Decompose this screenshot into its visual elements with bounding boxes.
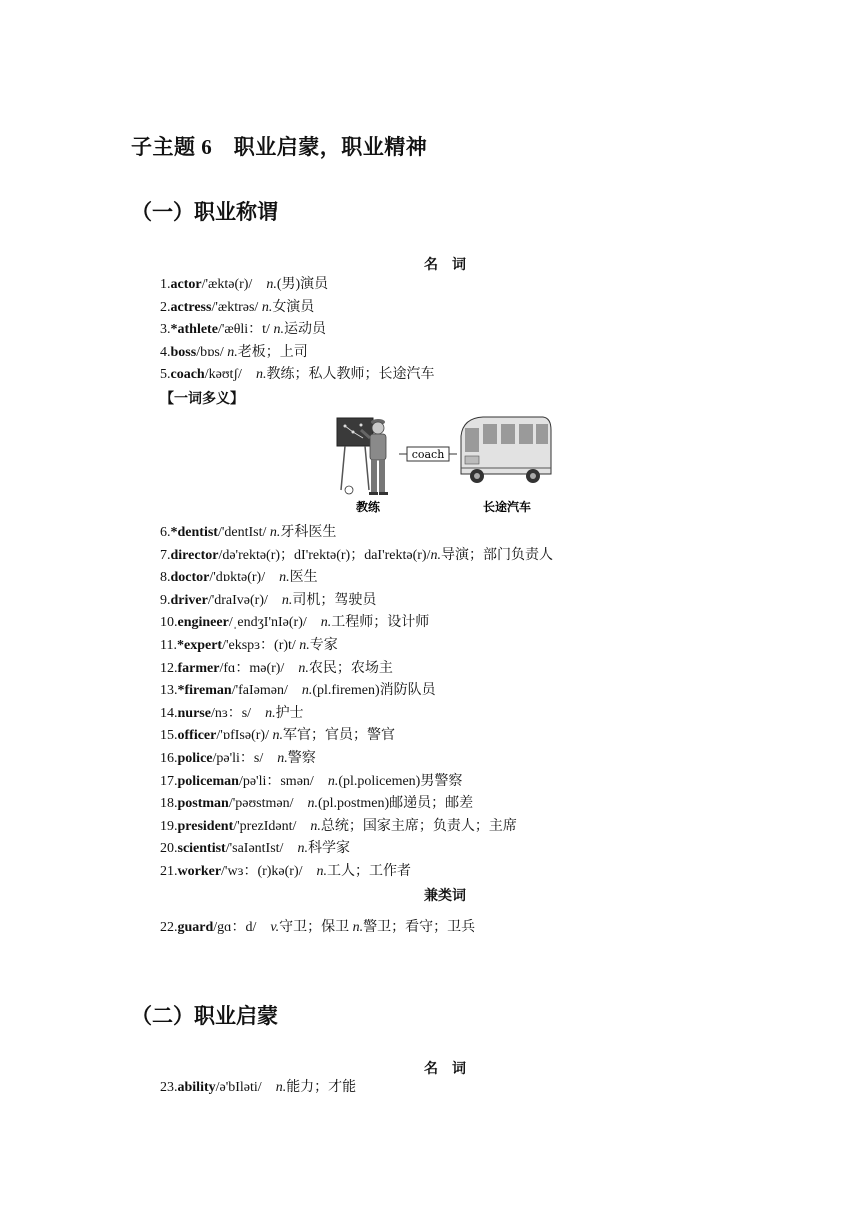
entry-num: 14.: [160, 705, 178, 721]
definition: 警卫；看守；卫兵: [363, 920, 476, 935]
vocab-entry: [160, 591, 376, 611]
entry-num: 11.: [160, 638, 177, 653]
part-of-speech: n.: [327, 773, 339, 789]
vocab-entry: [160, 817, 517, 837]
part-of-speech: n.: [298, 660, 309, 676]
vocab-entry: [160, 636, 338, 656]
vocab-entry: [160, 794, 473, 814]
headword: postman: [177, 796, 229, 812]
part-of-speech: n.: [227, 344, 238, 360]
part-of-speech: n.: [299, 638, 310, 653]
part-of-speech: n.: [352, 920, 364, 935]
part-of-speech: n.: [316, 864, 328, 879]
category-noun-2: 名 词: [424, 1062, 466, 1077]
vocab-entry: [160, 839, 350, 859]
headword: worker: [177, 864, 222, 879]
headword: actress: [170, 299, 212, 315]
coach-illustration: [333, 412, 555, 521]
pronunciation: /'ɒfIsə(r)/: [216, 728, 273, 744]
headword: driver: [170, 592, 208, 608]
headword: *fireman: [177, 683, 232, 699]
part-of-speech: n.: [266, 277, 277, 292]
entry-num: 4.: [160, 344, 171, 360]
vocab-entry: [160, 298, 314, 318]
entry-num: 6.: [160, 525, 171, 540]
polysemy-label: 【一词多义】: [160, 392, 244, 407]
definition: (pl.postmen)邮递员；邮差: [318, 796, 474, 812]
entry-num: 10.: [160, 615, 178, 631]
part-of-speech: v.: [270, 920, 280, 935]
pronunciation: /pə'li：smən/: [238, 773, 328, 789]
headword: *dentist: [170, 525, 218, 540]
part-of-speech: n.: [307, 796, 318, 812]
headword: policeman: [177, 773, 239, 789]
vocab-entry: [160, 523, 336, 543]
pronunciation: /'saIəntIst/: [225, 841, 298, 857]
vocab-entry: [160, 568, 318, 588]
definition: 教练；私人教师；长途汽车: [266, 367, 435, 382]
coach-illustration-graphic: [333, 412, 555, 516]
entry-num: 23.: [160, 1080, 178, 1095]
entry-num: 15.: [160, 728, 178, 744]
part-of-speech: n.: [269, 525, 281, 540]
vocab-entry: [160, 681, 436, 701]
vocab-entry: [160, 320, 326, 340]
caption-bus: 长途汽车: [482, 500, 532, 514]
headword: guard: [177, 920, 214, 935]
page-title: 子主题 6 职业启蒙，职业精神: [131, 135, 428, 159]
section-heading-2: （二）职业启蒙: [131, 1004, 278, 1028]
entry-23: [160, 1078, 356, 1098]
part-of-speech: n.: [279, 570, 290, 586]
pronunciation: /'wɜ：(r)kə(r)/: [221, 864, 317, 879]
pronunciation: /gɑ：d/: [213, 920, 271, 935]
entry-num: 1.: [160, 277, 171, 292]
headword: doctor: [170, 570, 210, 586]
part-of-speech: n.: [301, 683, 313, 699]
entry-num: 9.: [160, 592, 171, 608]
vocab-entry: [160, 365, 434, 385]
pronunciation: /bɒs/: [196, 344, 228, 360]
headword: president: [177, 818, 234, 834]
definition: 总统；国家主席；负责人；主席: [320, 818, 517, 834]
entry-num: 20.: [160, 841, 178, 857]
vocab-entry: [160, 613, 429, 633]
entry-num: 21.: [160, 864, 178, 879]
definition: 运动员: [283, 322, 326, 337]
vocab-entry: [160, 343, 308, 363]
headword: actor: [170, 277, 202, 292]
part-of-speech: n.: [272, 728, 283, 744]
pronunciation: /nɜ：s/: [210, 705, 266, 721]
definition: 司机；驾驶员: [292, 592, 377, 608]
pronunciation: /'æktə(r)/: [201, 277, 267, 292]
headword: engineer: [177, 615, 229, 631]
headword: coach: [170, 367, 205, 382]
headword: scientist: [177, 841, 226, 857]
definition: 老板；上司: [237, 344, 308, 360]
pronunciation: /'pəʊstmən/: [228, 796, 308, 812]
caption-coach: 教练: [355, 500, 381, 514]
entry-num: 7.: [160, 547, 171, 563]
entry-num: 8.: [160, 570, 171, 586]
entry-num: 17.: [160, 773, 178, 789]
part-of-speech: n.: [430, 547, 441, 563]
definition: (男)演员: [276, 277, 329, 292]
headword: police: [177, 751, 213, 766]
definition: 科学家: [307, 841, 350, 857]
definition: (pl.firemen)消防队员: [312, 683, 436, 699]
headword: ability: [177, 1080, 216, 1095]
headword: farmer: [177, 660, 220, 676]
definition: 专家: [309, 638, 338, 653]
definition: 医生: [289, 570, 318, 586]
definition: 警察: [287, 751, 316, 766]
pronunciation: /fɑ：mə(r)/: [219, 660, 299, 676]
headword: boss: [170, 344, 197, 360]
definition: 工人；工作者: [327, 864, 412, 879]
entry-num: 19.: [160, 818, 178, 834]
entry-num: 12.: [160, 660, 178, 676]
headword: *athlete: [170, 322, 218, 337]
pronunciation: /'dentIst/: [217, 525, 270, 540]
entry-num: 16.: [160, 751, 178, 766]
pronunciation: /'prezIdənt/: [233, 818, 311, 834]
part-of-speech: n.: [310, 818, 321, 834]
definition: 工程师；设计师: [331, 615, 430, 631]
entry-num: 18.: [160, 796, 178, 812]
vocab-entry: [160, 862, 411, 882]
definition: 守卫；保卫: [279, 920, 353, 935]
vocab-entry: [160, 546, 553, 566]
headword: *expert: [176, 638, 223, 653]
part-of-speech: n.: [275, 1080, 287, 1095]
pronunciation: /ˌendʒI'nIə(r)/: [228, 615, 321, 631]
definition: 农民；农场主: [308, 660, 393, 676]
vocab-entry: [160, 659, 393, 679]
entry-22: [160, 918, 475, 938]
vocab-entry: [160, 704, 304, 724]
entry-num: 13.: [160, 683, 178, 699]
entry-num: 3.: [160, 322, 171, 337]
pronunciation: /'faIəmən/: [231, 683, 302, 699]
section-heading-1: （一）职业称谓: [131, 200, 278, 224]
part-of-speech: n.: [281, 592, 293, 608]
part-of-speech: n.: [265, 705, 276, 721]
definition: 护士: [275, 705, 304, 721]
part-of-speech: n.: [320, 615, 332, 631]
vocab-entry: [160, 726, 395, 746]
pronunciation: /'ekspɜ：(r)t/: [222, 638, 300, 653]
headword: officer: [177, 728, 217, 744]
headword: nurse: [177, 705, 211, 721]
pronunciation: /də'rektə(r)；dI'rektə(r)；daI'rektə(r)/: [218, 547, 431, 563]
definition: 牙科医生: [280, 525, 337, 540]
pronunciation: /ə'bIləti/: [215, 1080, 276, 1095]
pronunciation: /'æθli：t/: [217, 322, 274, 337]
vocab-entry: [160, 772, 462, 792]
vocab-entry: [160, 749, 316, 769]
part-of-speech: n.: [297, 841, 308, 857]
category-jianlei: 兼类词: [424, 889, 466, 904]
pronunciation: /pə'li：s/: [212, 751, 278, 766]
part-of-speech: n.: [273, 322, 284, 337]
definition: 导演；部门负责人: [440, 547, 553, 563]
definition: 能力；才能: [286, 1080, 357, 1095]
pronunciation: /'æktrəs/: [211, 299, 262, 315]
pronunciation: /'draIvə(r)/: [207, 592, 282, 608]
definition: 军官；官员；警官: [282, 728, 395, 744]
pronunciation: /'dɒktə(r)/: [209, 570, 280, 586]
definition: (pl.policemen)男警察: [338, 773, 463, 789]
part-of-speech: n.: [277, 751, 288, 766]
part-of-speech: n.: [261, 299, 273, 315]
coach-label: coach: [411, 448, 445, 461]
entry-num: 2.: [160, 299, 171, 315]
headword: director: [170, 547, 219, 563]
definition: 女演员: [272, 299, 315, 315]
part-of-speech: n.: [255, 367, 267, 382]
entry-num: 5.: [160, 367, 171, 382]
pronunciation: /kəʊtʃ/: [204, 367, 256, 382]
entry-num: 22.: [160, 920, 178, 935]
vocab-entry: [160, 275, 328, 295]
category-noun-1: 名 词: [424, 258, 466, 273]
